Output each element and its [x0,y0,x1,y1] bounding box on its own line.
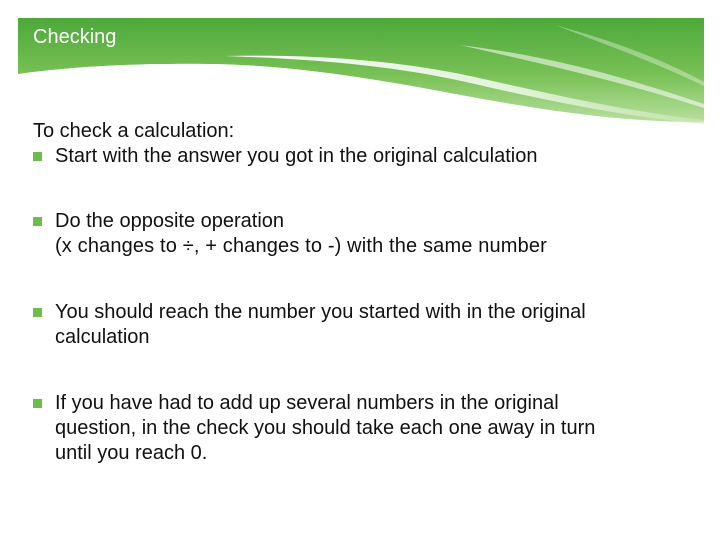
square-bullet-icon [33,217,42,226]
bullet-item [33,144,713,169]
bullet-item [33,391,713,466]
bullet-line: Do the opposite operation [55,210,285,232]
square-bullet-icon [33,152,42,161]
bullet-line: calculation [55,326,150,348]
bullet-line: You should reach the number you started with in the original [55,301,586,323]
header-wave-graphic [0,0,720,130]
content-area [33,119,713,466]
square-bullet-icon [33,308,42,317]
bullet-line: question, in the check you should take each one away in turn [55,417,596,439]
bullet-line: until you reach 0. [55,442,208,464]
bullet-line: Start with the answer you got in the original calculation [55,145,538,167]
header-banner [0,0,720,130]
square-bullet-icon [33,399,42,408]
intro-text: To check a calculation: [33,120,235,142]
bullet-line: (x changes to ÷, + changes to -) with the same number [55,235,547,257]
slide-title: Checking [33,26,117,48]
bullet-item [33,209,713,259]
bullet-item [33,300,713,350]
bullet-line: If you have had to add up several numbers in the original [55,392,559,414]
